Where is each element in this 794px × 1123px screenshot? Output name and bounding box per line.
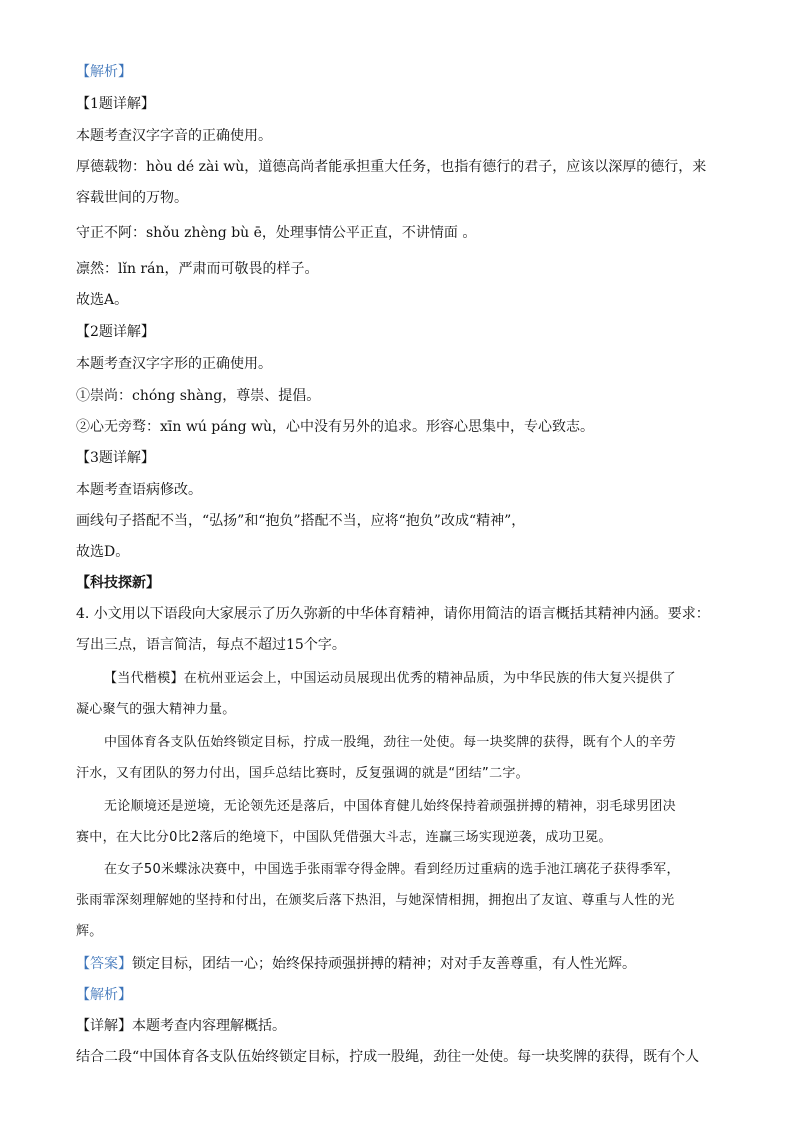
q1-houde-line2: 容载世间的万物。 <box>76 190 188 206</box>
answer-text: 锁定目标，团结一心；始终保持顽强拼搏的精神；对对手友善尊重，有人性光辉。 <box>132 956 636 972</box>
passage-p4-line3: 辉。 <box>76 924 103 939</box>
q3-body: 画线句子搭配不当，“弘扬”和“抱负”搭配不当，应将“抱负”改成“精神”， <box>76 513 526 529</box>
passage-p3-line2: 赛中，在大比分0比2落后的绝境下，中国队凭借强大斗志，连赢三场实现逆袭，成功卫冕。 <box>76 830 612 845</box>
q2-heading: 【2题详解】 <box>76 324 155 340</box>
q1-heading: 【1题详解】 <box>76 96 155 112</box>
detail-line <box>76 1016 286 1036</box>
section-title: 【科技探新】 <box>76 575 160 591</box>
answer-line <box>76 954 636 974</box>
q3-answer: 故选D。 <box>76 544 130 560</box>
analysis-heading-2: 【解析】 <box>76 987 132 1003</box>
q2-item1: ①崇尚：chóng shàng，尊崇、提倡。 <box>76 388 321 404</box>
q2-intro: 本题考查汉字字形的正确使用。 <box>76 356 272 372</box>
last-line: 结合二段“中国体育各支队伍始终锁定目标，拧成一股绳，劲往一处使。每一块奖牌的获得，既有个人 <box>76 1049 700 1065</box>
q4-line2: 写出三点，语言简洁，每点不超过15个字。 <box>76 637 346 653</box>
passage-p2-line2: 汗水，又有团队的努力付出，国乒总结比赛时，反复强调的就是“团结”二字。 <box>76 766 529 781</box>
passage-p2-line1: 中国体育各支队伍始终锁定目标，拧成一股绳，劲往一处使。每一块奖牌的获得，既有个人的辛劳 <box>104 735 676 750</box>
q1-linran: 凛然：lǐn rán，严肃而可敬畏的样子。 <box>76 261 319 277</box>
q3-intro: 本题考查语病修改。 <box>76 482 202 498</box>
q1-answer: 故选A。 <box>76 292 129 308</box>
passage-p4-line1: 在女子50米蝶泳决赛中，中国选手张雨霏夺得金牌。看到经历过重病的选手池江璃花子获得季军， <box>104 862 680 877</box>
q1-intro: 本题考查汉字字音的正确使用。 <box>76 128 272 144</box>
passage-p1-line1: 【当代楷模】在杭州亚运会上，中国运动员展现出优秀的精神品质，为中华民族的伟大复兴提供了 <box>104 671 676 686</box>
passage-p3-line1: 无论顺境还是逆境，无论领先还是落后，中国体育健儿始终保持着顽强拼搏的精神，羽毛球男团决 <box>104 799 676 814</box>
analysis-heading: 【解析】 <box>76 64 132 80</box>
detail-label: 【详解】 <box>76 1018 132 1034</box>
q4-line1: 4. 小文用以下语段向大家展示了历久弥新的中华体育精神，请你用简洁的语言概括其精神内涵。要求： <box>76 606 710 622</box>
passage-p4-line2: 张雨霏深刻理解她的坚持和付出，在颁奖后落下热泪，与她深情相拥，拥抱出了友谊、尊重与人性的光 <box>76 893 675 908</box>
q1-shouzheng: 守正不阿：shǒu zhèng bù ē，处理事情公平正直，不讲情面 。 <box>76 225 477 241</box>
passage-p1-line2: 凝心聚气的强大精神力量。 <box>76 702 236 717</box>
q2-item2: ②心无旁骛：xīn wú páng wù，心中没有另外的追求。形容心思集中，专心致志。 <box>76 419 595 435</box>
q1-houde-line1: 厚德载物：hòu dé zài wù，道德高尚者能承担重大任务，也指有德行的君子，应该以深厚的德行，来 <box>76 159 707 175</box>
q3-heading: 【3题详解】 <box>76 450 155 466</box>
detail-text: 本题考查内容理解概括。 <box>132 1018 286 1034</box>
answer-label: 【答案】 <box>76 956 132 972</box>
